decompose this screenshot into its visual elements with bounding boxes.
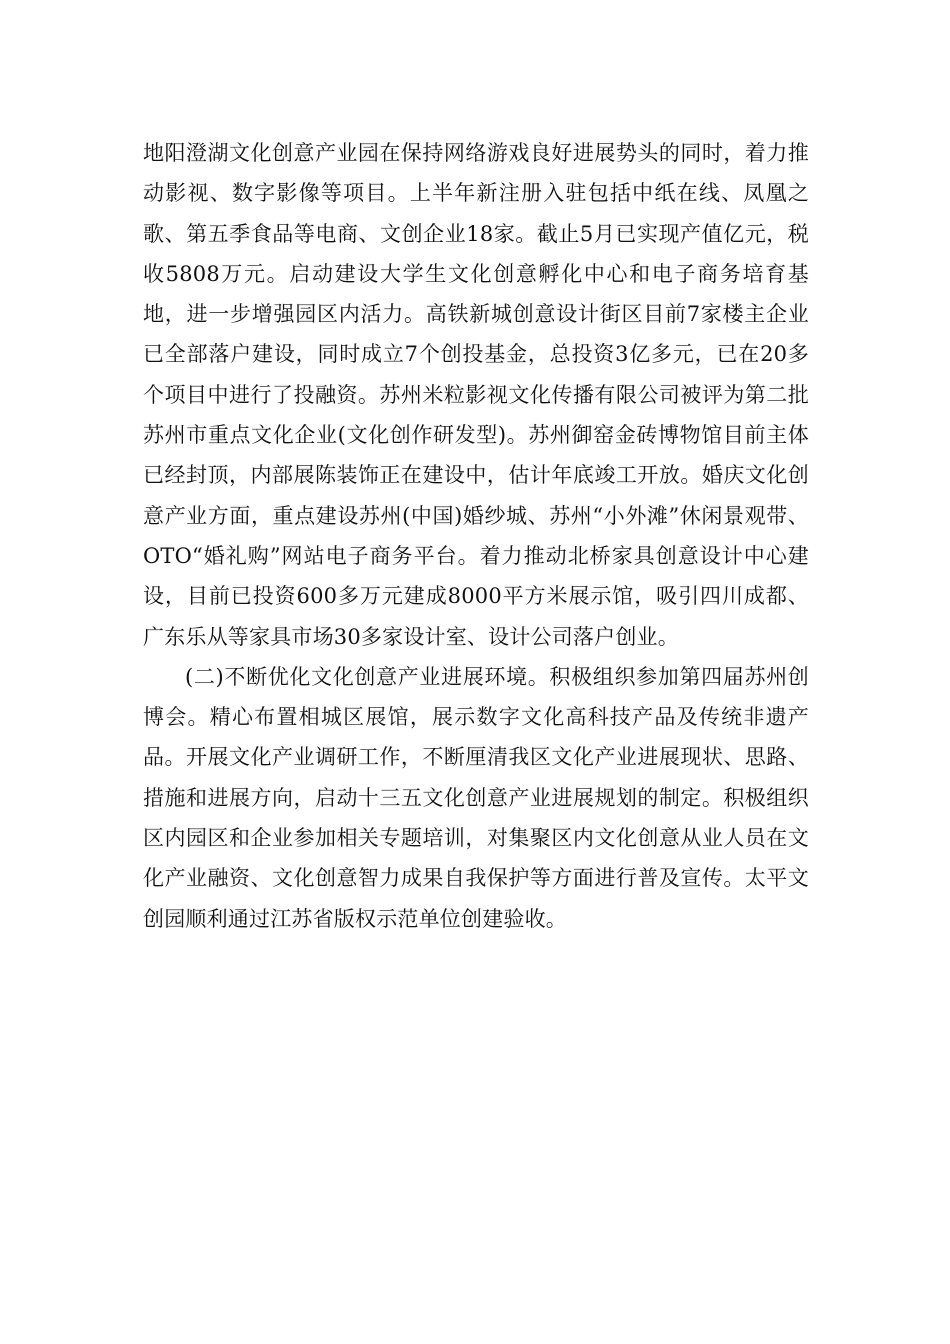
paragraph-optimize-environment: (二)不断优化文化创意产业进展环境。积极组织参加第四届苏州创博会。精心布置相城区展馆，展示数字文化高科技产品及传统非遗产品。开展文化产业调研工作，不断厘清我区文化产业进展现状、思路、措施和进展方向，启动十三五文化创意产业进展规划的制定。积极组织区内园区和企业参加相关专题培训，对集聚区内文化创意从业人员在文化产业融资、文化创意智力成果自我保护等方面进行普及宣传。太平文创园顺利通过江苏省版权示范单位创建验收。 xyxy=(143,664,809,931)
paragraph-yangcheng-lake-park: 地阳澄湖文化创意产业园在保持网络游戏良好进展势头的同时，着力推动影视、数字影像等项目。上半年新注册入驻包括中纸在线、凤凰之歌、第五季食品等电商、文创企业18家。截止5月已实现产值亿元，税收5808万元。启动建设大学生文化创意孵化中心和电子商务培育基地，进一步增强园区内活力。高铁新城创意设计街区目前7家楼主企业已全部落户建设，同时成立7个创投基金，总投资3亿多元，已在20多个项目中进行了投融资。苏州米粒影视文化传播有限公司被评为第二批苏州市重点文化企业(文化创作研发型)。苏州御窑金砖博物馆目前主体已经封顶，内部展陈装饰正在建设中，估计年底竣工开放。婚庆文化创意产业方面，重点建设苏州(中国)婚纱城、苏州“小外滩”休闲景观带、OTO“婚礼购”网站电子商务平台。着力推动北桥家具创意设计中心建设，目前已投资600多万元建成8000平方米展示馆，吸引四川成都、广东乐从等家具市场30多家设计室、设计公司落户创业。 xyxy=(143,141,809,649)
document-body xyxy=(143,133,809,939)
